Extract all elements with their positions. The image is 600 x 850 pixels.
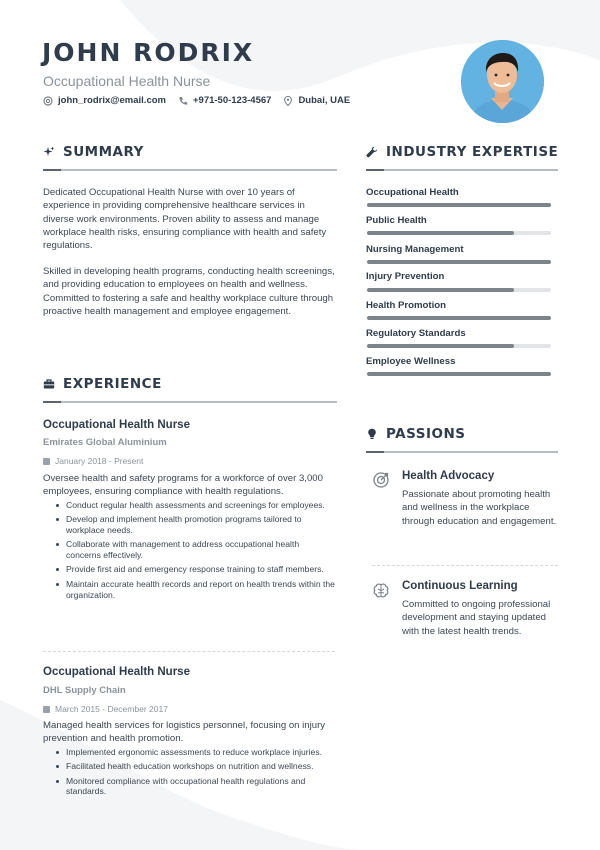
- experience-heading: [43, 376, 162, 392]
- skill-bar: [367, 372, 551, 376]
- summary-heading: [43, 144, 144, 160]
- contact-phone[interactable]: [178, 95, 271, 106]
- skill-bar-fill: [367, 316, 551, 320]
- list-item: Maintain accurate health records and report on health trends within the organization.: [55, 579, 335, 601]
- skill-bar-fill: [367, 260, 551, 264]
- list-item: Facilitated health education workshops on nutrition and wellness.: [55, 761, 335, 772]
- contact-row: [43, 95, 350, 106]
- list-item: Develop and implement health promotion programs tailored to workplace needs.: [55, 514, 335, 536]
- skill-label: Health Promotion: [366, 300, 446, 311]
- profile-photo: [461, 40, 544, 123]
- summary-rule: [43, 169, 337, 171]
- list-item: Provide first aid and emergency response training to staff members.: [55, 564, 335, 575]
- job-description: Oversee health and safety programs for a workforce of over 3,000 employees, ensuring compliance with health regulations.: [43, 473, 323, 497]
- skill-bar: [367, 316, 551, 320]
- summary-paragraph-1: Dedicated Occupational Health Nurse with over 10 years of experience in providing comprehensive healthcare services in diverse work environments. Proven ability to assess and manage workplace health risks, ensuring compliance with health and safety regulations.: [43, 187, 327, 252]
- sparkle-icon: [43, 146, 55, 158]
- list-item: Implemented ergonomic assessments to reduce workplace injuries.: [55, 747, 335, 758]
- passions-rule: [366, 451, 558, 453]
- job-date: [43, 456, 143, 466]
- job-date-text: March 2015 - December 2017: [55, 704, 168, 714]
- skill-bar-fill: [367, 288, 514, 292]
- lightbulb-icon: [366, 428, 378, 440]
- skill-bar: [367, 344, 551, 348]
- calendar-icon: [43, 458, 50, 465]
- at-icon: [43, 96, 53, 106]
- job-date-text: January 2018 - Present: [55, 456, 144, 466]
- passion-divider: [372, 565, 558, 566]
- candidate-name: JOHN RODRIX: [42, 38, 255, 67]
- skill-bar: [367, 203, 551, 207]
- email-text: john_rodrix@email.com: [58, 95, 166, 106]
- list-item: Collaborate with management to address occupational health concerns effectively.: [55, 539, 335, 561]
- experience-rule: [43, 401, 337, 403]
- job-title: Occupational Health Nurse: [43, 666, 190, 678]
- skill-label: Nursing Management: [366, 244, 464, 255]
- target-icon: [372, 471, 390, 489]
- phone-icon: [178, 96, 188, 106]
- skill-label: Occupational Health: [366, 187, 459, 198]
- candidate-role: Occupational Health Nurse: [43, 73, 211, 89]
- job-title: Occupational Health Nurse: [43, 419, 190, 431]
- expertise-heading: [366, 144, 558, 160]
- skill-bar: [367, 231, 551, 235]
- location-text: Dubai, UAE: [298, 95, 351, 106]
- summary-paragraph-2: Skilled in developing health programs, conducting health screenings, and providing education to employees on health and wellness. Committed to fostering a safe and healthy workplace culture through proactive health management and employee engagement.: [43, 266, 335, 317]
- skill-label: Public Health: [366, 215, 427, 226]
- expertise-title: INDUSTRY EXPERTISE: [386, 144, 559, 160]
- passion-description: Passionate about promoting health and wellness in the workplace through education and engagement.: [402, 489, 557, 527]
- job-date: [43, 704, 168, 714]
- wrench-icon: [366, 146, 378, 158]
- skill-label: Employee Wellness: [366, 356, 456, 367]
- experience-title: EXPERIENCE: [63, 376, 162, 392]
- skill-bar-fill: [367, 372, 551, 376]
- job-bullets: [55, 500, 335, 604]
- summary-title: SUMMARY: [63, 144, 144, 160]
- briefcase-icon: [43, 378, 55, 390]
- contact-location: [283, 95, 350, 106]
- passion-title: Health Advocacy: [402, 470, 495, 482]
- list-item: Monitored compliance with occupational health regulations and standards.: [55, 776, 335, 798]
- skill-bar: [367, 260, 551, 264]
- expertise-rule: [366, 169, 558, 171]
- job-divider: [43, 651, 335, 652]
- skill-label: Injury Prevention: [366, 271, 445, 282]
- brain-icon: [372, 582, 390, 600]
- skill-bar-fill: [367, 231, 514, 235]
- job-company: DHL Supply Chain: [43, 685, 126, 696]
- passion-description: Committed to ongoing professional development and staying updated with the latest health trends.: [402, 599, 551, 637]
- contact-email[interactable]: [43, 95, 166, 106]
- passion-title: Continuous Learning: [402, 580, 518, 592]
- job-description: Managed health services for logistics personnel, focusing on injury prevention and health promotion.: [43, 720, 326, 744]
- job-bullets: [55, 747, 335, 801]
- phone-text: +971-50-123-4567: [192, 95, 272, 106]
- location-pin-icon: [283, 96, 293, 106]
- list-item: Conduct regular health assessments and screenings for employees.: [55, 500, 335, 511]
- calendar-icon: [43, 706, 50, 713]
- skill-bar-fill: [367, 203, 551, 207]
- job-company: Emirates Global Aluminium: [43, 437, 167, 448]
- skill-bar-fill: [367, 344, 514, 348]
- passions-title: PASSIONS: [386, 426, 466, 442]
- skill-bar: [367, 288, 551, 292]
- passions-heading: [366, 426, 465, 442]
- skill-label: Regulatory Standards: [366, 328, 466, 339]
